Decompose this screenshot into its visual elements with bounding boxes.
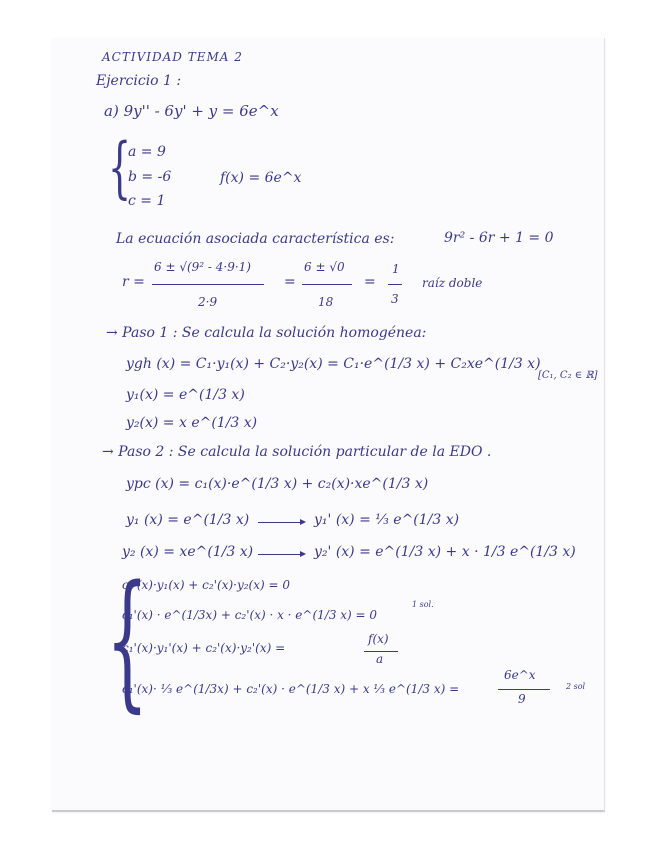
numerator-2: 6 ± √0 bbox=[304, 260, 345, 274]
coefficient-a: a = 9 bbox=[128, 144, 166, 160]
quadratic-numerator: 6 ± √(9² - 4·9·1) bbox=[154, 260, 251, 274]
denominator-2: 18 bbox=[318, 295, 334, 309]
row4-numerator: 6e^x bbox=[504, 668, 536, 682]
system-row-1: c₁'(x)·y₁(x) + c₂'(x)·y₂(x) = 0 bbox=[122, 578, 290, 592]
characteristic-text: La ecuación asociada característica es: bbox=[116, 231, 395, 247]
denominator-3: 3 bbox=[391, 292, 399, 306]
quadratic-denominator: 2·9 bbox=[198, 295, 218, 309]
system-brace: { bbox=[106, 554, 149, 726]
y2-derivative: y₂' (x) = e^(1/3 x) + x · 1/3 e^(1/3 x) bbox=[314, 544, 576, 560]
system-row-4-note: 2 sol bbox=[566, 682, 586, 691]
step2-title: → Paso 2 : Se calcula la solución particular de la EDO . bbox=[102, 444, 492, 460]
equals-sign-2: = bbox=[364, 274, 376, 290]
particular-solution: ypc (x) = c₁(x)·e^(1/3 x) + c₂(x)·xe^(1/3 x) bbox=[126, 476, 429, 492]
row3-numerator: f(x) bbox=[368, 632, 389, 646]
r-equals: r = bbox=[122, 274, 145, 290]
fraction-bar-3 bbox=[388, 284, 402, 285]
row3-denominator: a bbox=[376, 652, 384, 666]
numerator-3: 1 bbox=[392, 262, 400, 276]
equals-sign-1: = bbox=[284, 274, 296, 290]
y1-function: y₁ (x) = e^(1/3 x) bbox=[126, 512, 250, 528]
page-title: ACTIVIDAD TEMA 2 bbox=[102, 50, 243, 64]
y2-function: y₂ (x) = xe^(1/3 x) bbox=[122, 544, 254, 560]
system-row-2-note: 1 sol. bbox=[412, 600, 434, 609]
constants-domain: [C₁, C₂ ∈ ℝ] bbox=[538, 370, 598, 381]
fraction-bar-2 bbox=[302, 284, 352, 285]
coefficient-b: b = -6 bbox=[128, 169, 172, 185]
exercise-heading: Ejercicio 1 : bbox=[96, 73, 182, 89]
row4-denominator: 9 bbox=[518, 692, 526, 706]
y1-definition: y₁(x) = e^(1/3 x) bbox=[126, 387, 245, 403]
coefficients-brace: { bbox=[108, 129, 132, 206]
homogeneous-solution: ygh (x) = C₁·y₁(x) + C₂·y₂(x) = C₁·e^(1/3 x) + C₂xe^(1/3 x) bbox=[126, 356, 541, 372]
y2-definition: y₂(x) = x e^(1/3 x) bbox=[126, 415, 258, 431]
double-root-note: raíz doble bbox=[422, 276, 483, 290]
y1-derivative: y₁' (x) = ⅓ e^(1/3 x) bbox=[314, 512, 460, 528]
fraction-bar-5 bbox=[498, 689, 550, 690]
fraction-bar-1 bbox=[152, 284, 264, 285]
notebook-page bbox=[52, 38, 605, 812]
coefficient-c: c = 1 bbox=[128, 193, 166, 209]
system-row-3: c₁'(x)·y₁'(x) + c₂'(x)·y₂'(x) = bbox=[122, 641, 286, 655]
forcing-function: f(x) = 6e^x bbox=[220, 170, 302, 186]
system-row-2: c₁'(x) · e^(1/3x) + c₂'(x) · x · e^(1/3 x) = 0 bbox=[122, 608, 378, 622]
differential-equation: a) 9y'' - 6y' + y = 6e^x bbox=[104, 102, 279, 120]
system-row-4: c₁'(x)· ⅓ e^(1/3x) + c₂'(x) · e^(1/3 x) + x ⅓ e^(1/3 x) = bbox=[122, 682, 460, 696]
arrow-icon bbox=[258, 522, 304, 523]
arrow-icon bbox=[258, 554, 304, 555]
step1-title: → Paso 1 : Se calcula la solución homogénea: bbox=[106, 325, 427, 341]
characteristic-equation: 9r² - 6r + 1 = 0 bbox=[444, 230, 554, 246]
